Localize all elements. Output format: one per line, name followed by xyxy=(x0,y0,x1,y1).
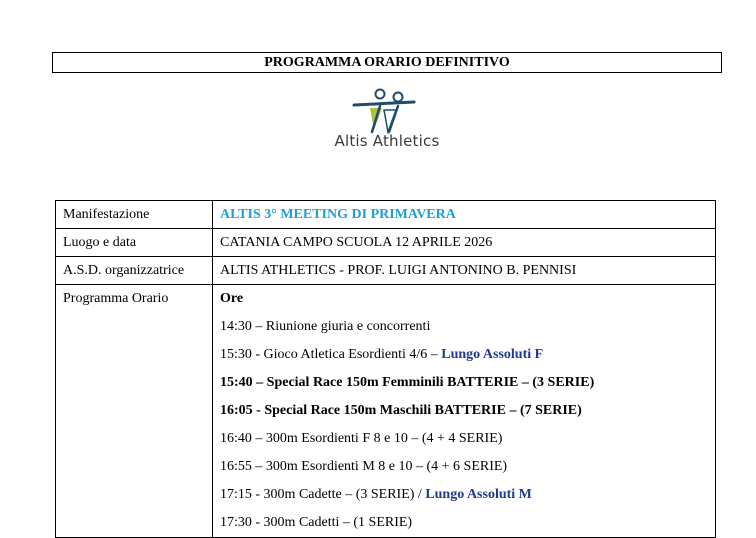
schedule-text: 16:55 – 300m Esordienti M 8 e 10 – (4 + 6 SERIE) xyxy=(220,459,508,474)
schedule-item xyxy=(220,397,708,425)
table-row xyxy=(56,229,716,257)
schedule-text: 17:30 - 300m Cadetti – (1 SERIE) xyxy=(220,515,413,530)
schedule-text: 15:40 – Special Race 150m Femminili BATTERIE – (3 SERIE) xyxy=(220,375,595,390)
schedule-text: 16:05 - Special Race 150m Maschili BATTERIE – (7 SERIE) xyxy=(220,403,582,418)
event-value: ALTIS 3° MEETING DI PRIMAVERA xyxy=(213,201,716,229)
event-label: Manifestazione xyxy=(56,201,213,229)
logo-wordmark: Altis Athletics xyxy=(334,132,440,150)
schedule-item xyxy=(220,509,708,537)
schedule-item xyxy=(220,341,708,369)
table-row xyxy=(56,201,716,229)
place-label: Luogo e data xyxy=(56,229,213,257)
schedule-list xyxy=(220,313,708,537)
event-info-table xyxy=(55,200,716,538)
organizer-label: A.S.D. organizzatrice xyxy=(56,257,213,285)
schedule-item xyxy=(220,453,708,481)
schedule-extra: Lungo Assoluti F xyxy=(441,347,544,362)
schedule-text: 14:30 – Riunione giuria e concorrenti xyxy=(220,319,431,334)
schedule-item xyxy=(220,481,708,509)
schedule-text: 17:15 - 300m Cadette – (3 SERIE) / xyxy=(220,487,426,502)
runners-logo-icon xyxy=(322,88,452,134)
schedule-header: Ore xyxy=(220,291,244,306)
schedule-extra: Lungo Assoluti M xyxy=(425,487,532,502)
table-row xyxy=(56,257,716,285)
schedule-item xyxy=(220,369,708,397)
organizer-value: ALTIS ATHLETICS - PROF. LUIGI ANTONINO B. PENNISI xyxy=(213,257,716,285)
schedule-cell xyxy=(213,285,716,538)
place-value: CATANIA CAMPO SCUOLA 12 APRILE 2026 xyxy=(213,229,716,257)
page-title: PROGRAMMA ORARIO DEFINITIVO xyxy=(52,52,722,73)
table-row xyxy=(56,285,716,538)
schedule-text: 16:40 – 300m Esordienti F 8 e 10 – (4 + 4 SERIE) xyxy=(220,431,503,446)
schedule-item xyxy=(220,425,708,453)
altis-athletics-logo xyxy=(322,88,452,156)
schedule-item xyxy=(220,313,708,341)
schedule-text: 15:30 - Gioco Atletica Esordienti 4/6 – xyxy=(220,347,442,362)
schedule-label: Programma Orario xyxy=(56,285,213,538)
